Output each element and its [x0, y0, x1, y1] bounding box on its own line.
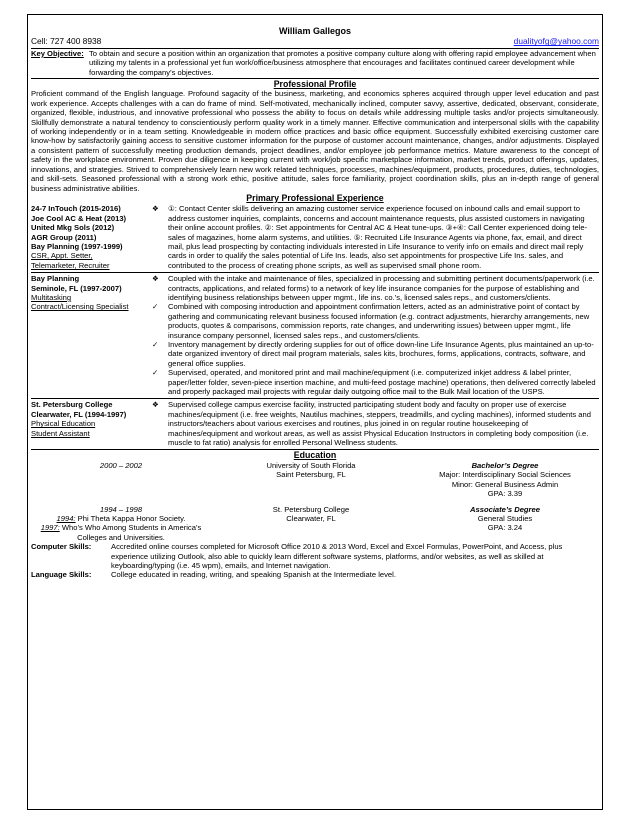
- skill-row: [31, 542, 599, 570]
- experience-block: [31, 399, 599, 450]
- diamond-bullet-icon: ❖: [152, 400, 159, 410]
- school-line: Saint Petersburg, FL: [276, 470, 346, 480]
- duty-text: Coupled with the intake and maintenance of files, specialized in processing and submitting pertinent documents/paperwork (i.e. contracts, applications, and related forms) to a network of key life insurance companies for the purpose of establishing and identifying business relationships between upper mgmt., life ins. co.’s, licensed sales reps., and customers/clients.: [168, 274, 595, 302]
- degree-detail: Major: Interdisciplinary Social Sciences: [439, 470, 571, 480]
- experience-heading: Primary Professional Experience: [246, 192, 384, 203]
- honor-year: 1997:: [40, 523, 60, 533]
- degree-detail: General Studies: [477, 513, 533, 523]
- education-degree: [411, 505, 599, 543]
- experience-block: [31, 203, 599, 272]
- school-line: University of South Florida: [266, 460, 356, 470]
- diamond-bullet-icon: ❖: [152, 204, 159, 214]
- education-school: [211, 505, 411, 543]
- honor-text: Phi Theta Kappa Honor Society.: [75, 513, 186, 523]
- experience-employer: [31, 203, 149, 272]
- job-title-line: Multitasking: [31, 292, 72, 302]
- school-line: St. Petersburg College: [272, 504, 350, 514]
- objective-label: Key Objective:: [31, 48, 84, 58]
- duty-bullet: [152, 274, 599, 302]
- honor-text: Who’s Who Among Students in America’s Colleges and Universities.: [59, 523, 202, 542]
- checkmark-icon: ✓: [152, 340, 159, 349]
- honor-item: [31, 523, 211, 542]
- employer-line: Bay Planning: [31, 274, 80, 284]
- degree-detail: Minor: General Business Admin: [451, 479, 559, 489]
- job-title-line: Physical Education: [31, 419, 96, 429]
- experience-duties: [149, 273, 599, 399]
- checkmark-icon: ✓: [152, 302, 159, 312]
- skill-label: Computer Skills:: [31, 542, 92, 552]
- checkmark-icon: ✓: [152, 368, 159, 378]
- honor-item: [31, 514, 211, 523]
- employer-line: 24-7 InTouch (2015-2016): [31, 204, 121, 214]
- duty-text: Supervised college campus exercise facility, instructed participating student body and faculty on proper use of exercise machines/equipment (i.e. free weights, Nautilus machines, steppers, treadmills, and cycling machines), informed students and instructors/teachers about various exercises and routines, plus joined in on regular routine housekeeping of machines/equipment and workout areas, as well as assist Physical Education Instructors in completing body composition (i.e. muscle to fat ratio) analysis for enrolled Personal Wellness students.: [168, 400, 591, 448]
- years-text: 2000 – 2002: [99, 460, 143, 470]
- job-title-line: Student Assistant: [31, 428, 90, 438]
- experience-employer: [31, 273, 149, 399]
- skill-row: [31, 570, 599, 579]
- objective-text: To obtain and secure a position within an organization that promotes a positive company culture along with offering rapid employee advancement when utilizing my talents in a professional yet fun work/office/business atmosphere that encourages and facilitates continued career development while forwarding the company’s objectives.: [89, 48, 596, 77]
- education-entry: [31, 505, 599, 543]
- honor-year: 1994:: [56, 513, 76, 523]
- experience-employer: [31, 399, 149, 450]
- education-years: [31, 461, 211, 499]
- degree-detail: GPA: 3.39: [487, 489, 523, 499]
- duty-text: Combined with composing introduction and appointment confirmation letters, acted as an administrative point of contact by gathering and communicating relevant business focused information (e.g. contract adjustments, hierarchy arrangements, new products, quotes & comparisons, commission reports, rate changes, and underwriting issues) between upper mgmt., life insurance company personnel, licensed sales reps., and customers/clients.: [168, 302, 590, 340]
- skills-section: [31, 542, 599, 580]
- education-heading: Education: [293, 450, 337, 461]
- employer-line: Joe Cool AC & Heat (2013): [31, 213, 127, 223]
- employer-line: AGR Group (2011): [31, 232, 97, 242]
- duty-text: Inventory management by directly ordering supplies for out of office down-line Life Insurance Agents, plus maintained an up-to-date organized inventory of direct mail program materials, sales kits, brochures, forms, applications, contracts, software, and general office supplies.: [168, 340, 594, 368]
- employer-line: Seminole, FL (1997-2007): [31, 283, 122, 293]
- school-line: Clearwater, FL: [286, 513, 336, 523]
- duty-bullet: [152, 340, 599, 368]
- skill-text: College educated in reading, writing, and speaking Spanish at the Intermediate level.: [111, 570, 396, 580]
- job-title-line: CSR, Appt. Setter,: [31, 251, 93, 261]
- employer-line: St. Petersburg College: [31, 400, 113, 410]
- experience-table: [31, 203, 599, 450]
- contact-bar: [31, 37, 599, 48]
- education-section: [31, 461, 599, 542]
- diamond-bullet-icon: ❖: [152, 274, 159, 284]
- job-title-line: Telemarketer, Recruiter: [31, 260, 110, 270]
- education-entry: [31, 461, 599, 499]
- duty-bullet: [152, 204, 599, 270]
- education-degree: [411, 461, 599, 499]
- years-text: 1994 – 1998: [99, 504, 143, 514]
- duty-text: Supervised, operated, and monitored print and mail machine/equipment (i.e. computerized inkjet address & label printer, paper/letter folder, seven-piece insertion machine, and multi-feed postage machine) operations, then delivered correctly labeled and properly packaged mail projects with regular daily outgoing office mail to the Bulk Mail location of the USPS.: [168, 368, 596, 397]
- profile-text: Proficient command of the English language. Profound sagacity of the business, marketing, and economics spheres acquired through upper level education and past work experience. Accepts challenges with a can do frame of mind. Self-motivated, mechanically inclined, computer savvy, assertive, dedicated, observant, considerate, organized, flexible, industrious, and innovative professional who possess the ability to focus on details while addressing multiple tasks and/or projects simultaneously. Skillfully demonstrate a natural tendency to conscientiously perform quality work in a timely manner. Effective communication and interpersonal skills with the capability of working independently or in a team setting. Knowledgeable in modern office practices and basic office equipment. Successfully exhibited exercising customer care know-how by satisfactorily gaining access to sensitive customer information for the purpose of customer account maintenance, changes, and/or adjustments. Displayed a consistent pattern of successfully meeting production demands, project deadlines, and/or employee job performance metrics. Mature awareness to the concept of safety in the workplace environment. Proven due diligence in keeping current with work/job specific marketplace information, market trends, product offerings, updates, innovations, and strategies. Strived to comprehensively learn new work related techniques, processes, machines/equipment, products, procedures, duties, technologies, and skill-sets. Seasoned professional with a strong work ethic, positive attitude, sales force familiarity, project coordination skills, plus an in-depth range of general business administrative abilities.: [31, 89, 599, 193]
- duty-bullet: [152, 368, 599, 396]
- resume-content: [31, 15, 599, 580]
- duty-bullet: [152, 400, 599, 447]
- candidate-name: William Gallegos: [279, 26, 351, 36]
- education-years: [31, 505, 211, 543]
- degree-title: Associate’s Degree: [470, 504, 540, 514]
- experience-duties: [149, 203, 599, 272]
- experience-duties: [149, 399, 599, 450]
- degree-detail: GPA: 3.24: [487, 523, 523, 533]
- job-title-line: Contract/Licensing Specialist: [31, 302, 129, 312]
- skill-label: Language Skills:: [31, 570, 92, 580]
- duty-text: ①: Contact Center skills delivering an amazing customer service experience focused on inbound calls and email support to address customer inquiries, complaints, concerns and account maintenance requests, plus assisted customers in navigating their online account profiles. ②: Set appointments for Central AC & Heat tune-ups. ③+④: Call Center experienced doing tele-sales of magazines, home alarm systems, and utilities. ⑤: Recruited Life Insurance Agents via phone, fax, email, and direct mail, plus lead prospecting by contacting individuals interested in Life Insurance to verify info on emails and direct mail reply cards in order to qualify the sales potential of Life Ins. leads, also set appointments for prospective Life Ins. sales, and contributed to the process of creating phone scripts, as well as supervised small phone room.: [168, 204, 588, 270]
- degree-title: Bachelor’s Degree: [471, 460, 539, 470]
- experience-block: [31, 273, 599, 399]
- employer-line: Clearwater, FL (1994-1997): [31, 409, 127, 419]
- email-link[interactable]: dualityofg@yahoo.com: [513, 36, 599, 47]
- employer-line: United Mkg Sols (2012): [31, 223, 115, 233]
- phone-number: Cell: 727 400 8938: [31, 36, 102, 47]
- key-objective: [31, 49, 599, 79]
- profile-heading: Professional Profile: [273, 79, 357, 90]
- education-school: [211, 461, 411, 499]
- employer-line: Bay Planning (1997-1999): [31, 241, 123, 251]
- resume-page: [27, 14, 603, 810]
- duty-bullet: [152, 302, 599, 340]
- skill-text: Accredited online courses completed for Microsoft Office 2010 & 2013 Word, Excel and Excel Formulas, PowerPoint, and Access, plus experience utilizing Outlook, also able to quickly learn different software systems, platforms, and/or websites, as well as skilled at keyboarding/typing (i.e. 45 wpm), emails, and Internet navigation.: [111, 542, 563, 570]
